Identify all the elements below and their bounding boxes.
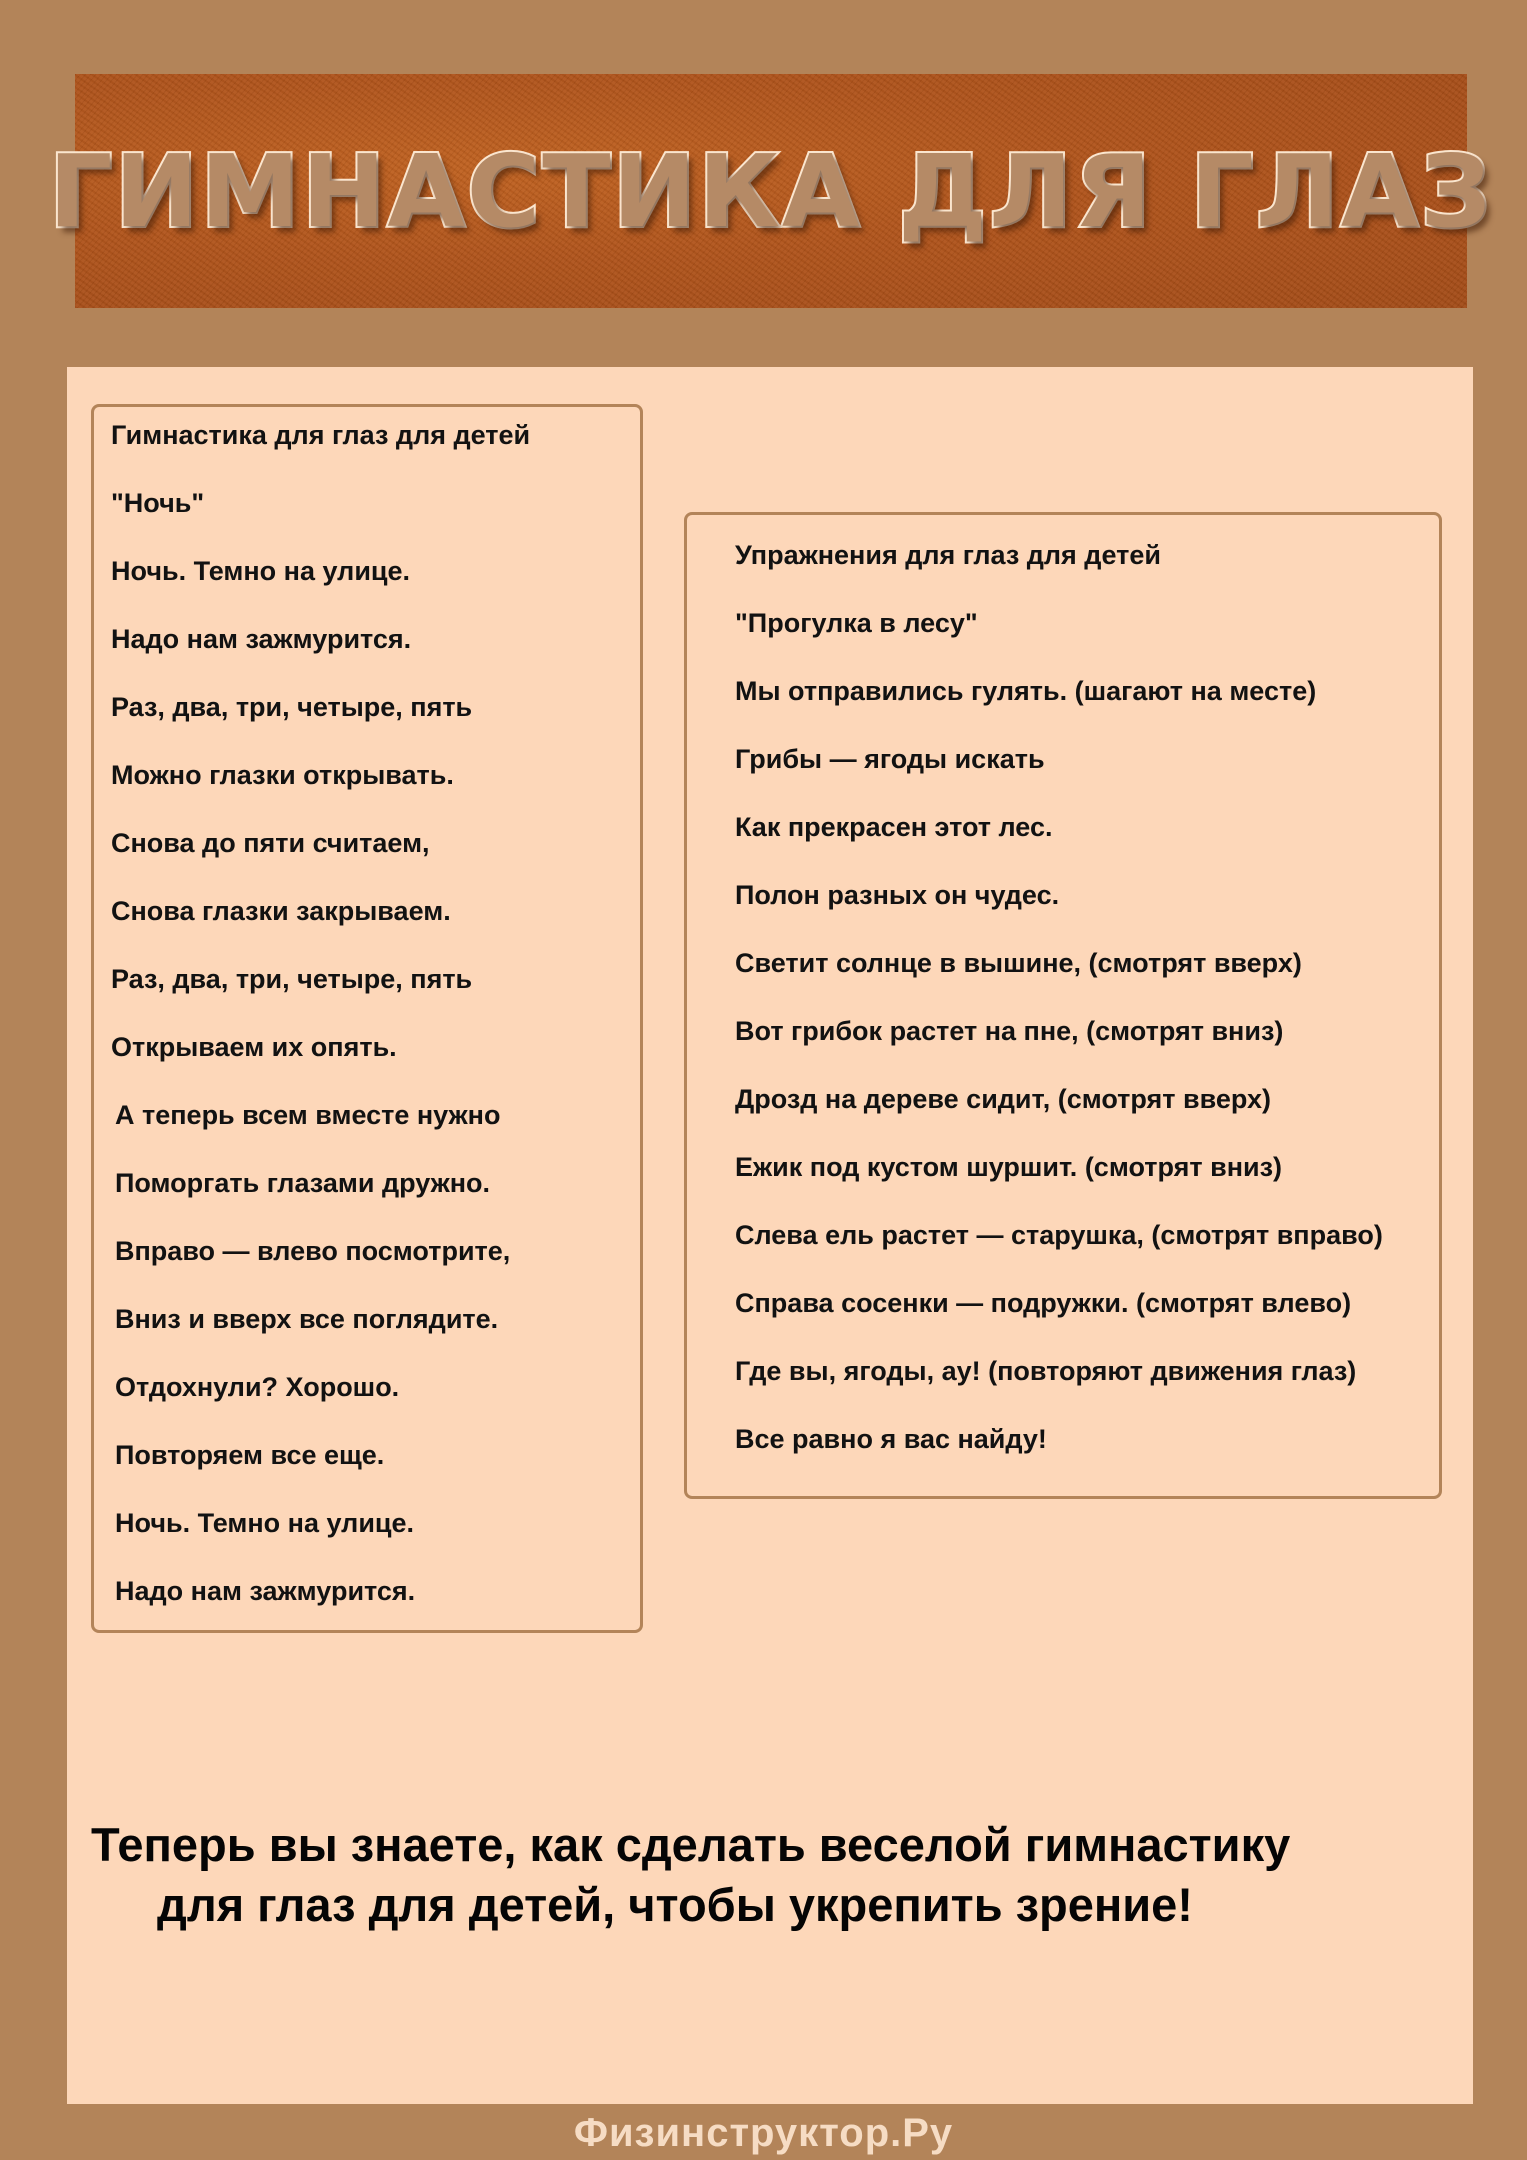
poem-line: Вправо — влево посмотрите,	[115, 1236, 511, 1266]
exercise-forest-walk-box	[684, 512, 1442, 1499]
poem-line: Ежик под кустом шуршит. (смотрят вниз)	[735, 1152, 1283, 1182]
exercise-forest-title: "Прогулка в лесу"	[735, 608, 978, 638]
exercise-night-box	[91, 404, 643, 1633]
poem-line: Вниз и вверх все поглядите.	[115, 1304, 499, 1334]
poem-line: Светит солнце в вышине, (смотрят вверх)	[735, 948, 1302, 978]
poem-line: Повторяем все еще.	[115, 1440, 385, 1470]
poem-line: Можно глазки открывать.	[111, 760, 454, 790]
page-title: ГИМНАСТИКА ДЛЯ ГЛАЗ	[48, 132, 1494, 250]
poem-line: Грибы — ягоды искать	[735, 744, 1045, 774]
poem-line: Полон разных он чудес.	[735, 880, 1060, 910]
exercise-night-heading: Гимнастика для глаз для детей	[111, 420, 531, 450]
poem-line: Снова до пяти считаем,	[111, 828, 430, 858]
poem-line: Как прекрасен этот лес.	[735, 812, 1053, 842]
poem-line: Все равно я вас найду!	[735, 1424, 1047, 1454]
content-panel	[67, 367, 1473, 2104]
poem-line: Отдохнули? Хорошо.	[115, 1372, 400, 1402]
poem-line: Дрозд на дереве сидит, (смотрят вверх)	[735, 1084, 1272, 1114]
closing-line-1: Теперь вы знаете, как сделать веселой гимнастику	[91, 1818, 1291, 1871]
poem-line: Снова глазки закрываем.	[111, 896, 451, 926]
exercise-night-title: "Ночь"	[111, 488, 205, 518]
closing-line-2: для глаз для детей, чтобы укрепить зрение!	[157, 1878, 1193, 1931]
poem-line: Надо нам зажмурится.	[115, 1576, 416, 1606]
poem-line: Раз, два, три, четыре, пять	[111, 692, 473, 722]
footer-watermark	[0, 2106, 1527, 2160]
title-banner	[48, 74, 1494, 308]
poem-line: Поморгать глазами дружно.	[115, 1168, 491, 1198]
poem-line: Раз, два, три, четыре, пять	[111, 964, 473, 994]
poem-line: Мы отправились гулять. (шагают на месте)	[735, 676, 1317, 706]
exercise-forest-heading: Упражнения для глаз для детей	[735, 540, 1161, 570]
closing-message	[91, 1815, 1290, 1935]
poem-line: А теперь всем вместе нужно	[115, 1100, 501, 1130]
poem-line: Ночь. Темно на улице.	[111, 556, 411, 586]
poem-line: Открываем их опять.	[111, 1032, 397, 1062]
poem-line: Ночь. Темно на улице.	[115, 1508, 415, 1538]
poem-line: Справа сосенки — подружки. (смотрят влево)	[735, 1288, 1352, 1318]
poem-line: Вот грибок растет на пне, (смотрят вниз)	[735, 1016, 1284, 1046]
poem-line: Где вы, ягоды, ау! (повторяют движения глаз)	[735, 1356, 1357, 1386]
poem-line: Слева ель растет — старушка, (смотрят вправо)	[735, 1220, 1383, 1250]
poem-line: Надо нам зажмурится.	[111, 624, 412, 654]
site-name: Физинструктор.Ру	[573, 2110, 954, 2155]
